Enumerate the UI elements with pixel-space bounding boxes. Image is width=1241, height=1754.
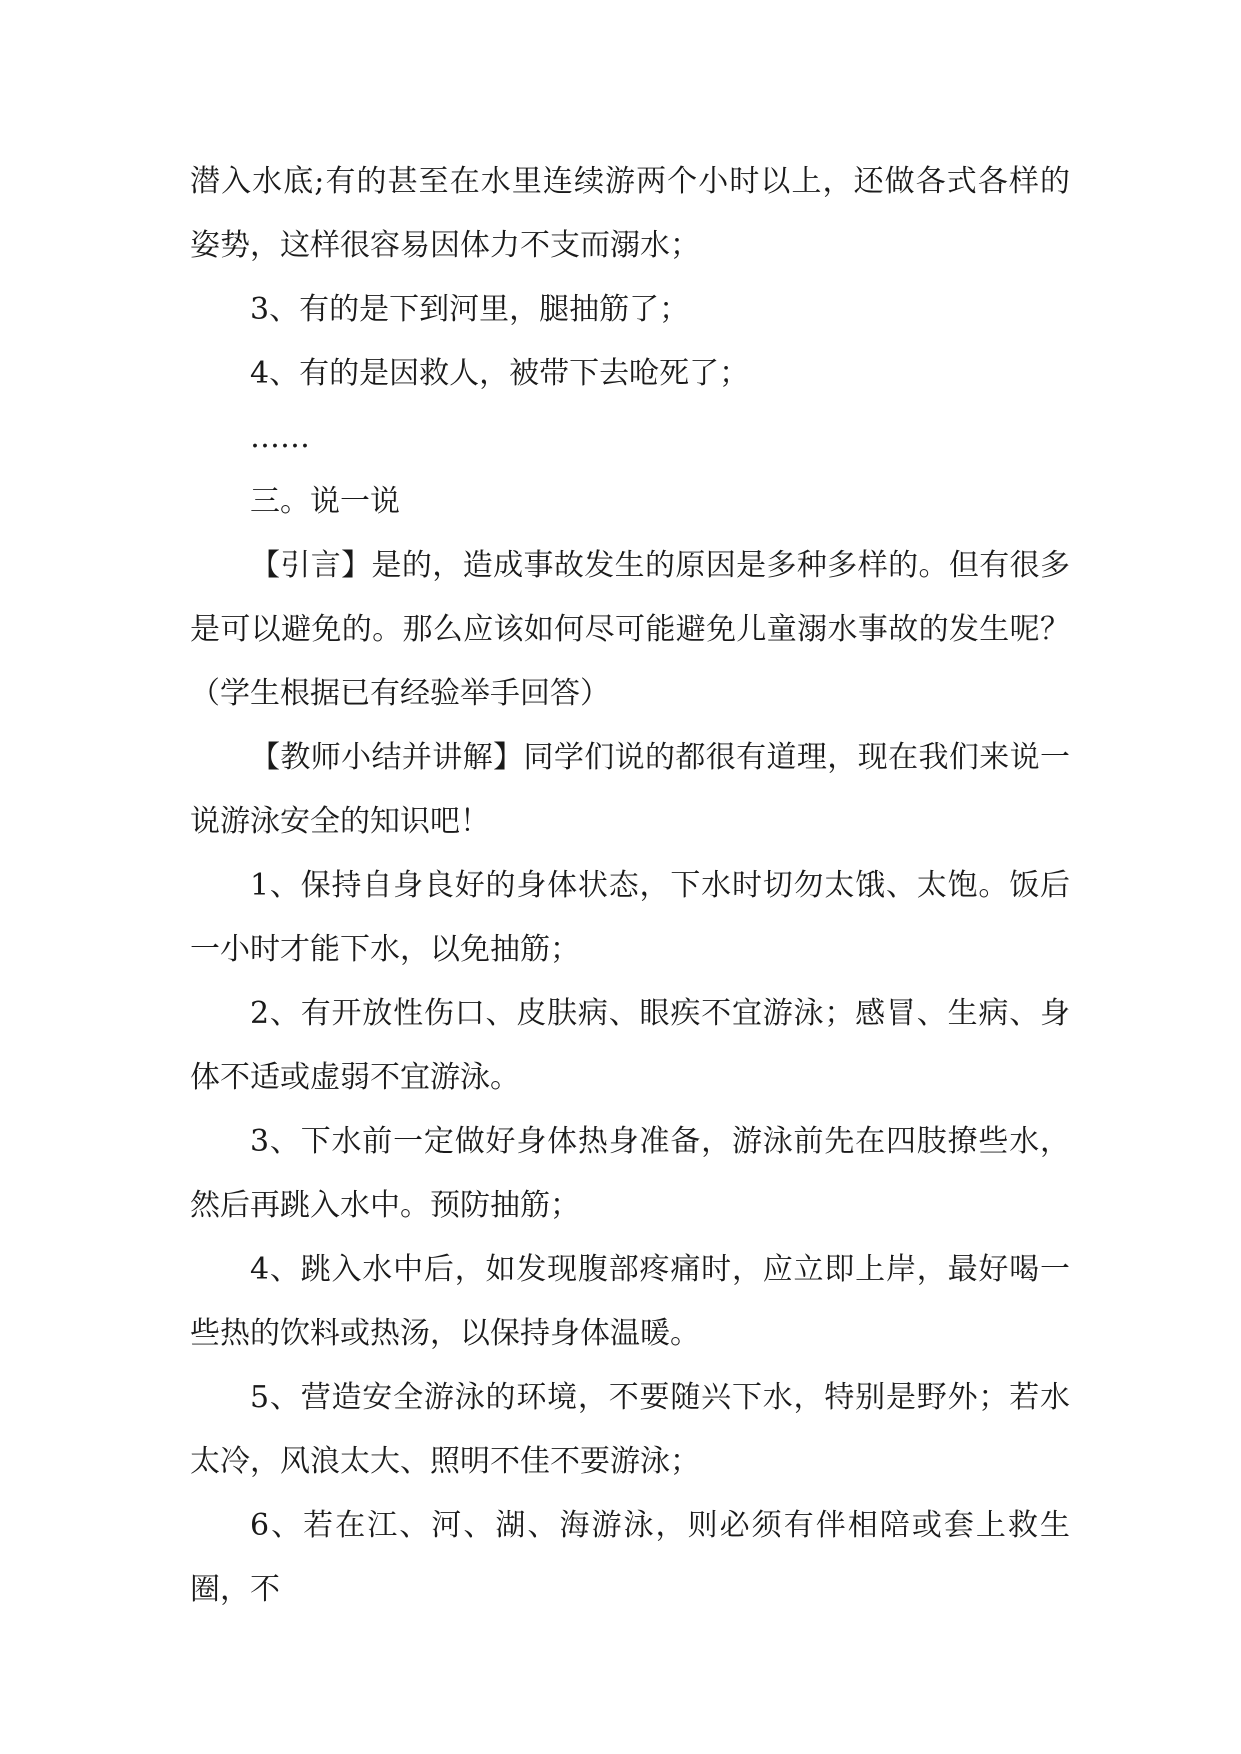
paragraph-tip-2: 2、有开放性伤口、皮肤病、眼疾不宜游泳；感冒、生病、身体不适或虚弱不宜游泳。 <box>190 996 1070 1095</box>
paragraph-cause-4: 4、有的是因救人，被带下去呛死了； <box>250 356 750 391</box>
paragraph-tip-5: 5、营造安全游泳的环境，不要随兴下水，特别是野外；若水太冷，风浪太大、照明不佳不要游泳； <box>190 1380 1070 1479</box>
paragraph-tip-1: 1、保持自身良好的身体状态，下水时切勿太饿、太饱。饭后一小时才能下水，以免抽筋； <box>190 868 1070 967</box>
paragraph-tip-3: 3、下水前一定做好身体热身准备，游泳前先在四肢撩些水，然后再跳入水中。预防抽筋； <box>190 1124 1070 1223</box>
paragraph-continuation: 潜入水底;有的甚至在水里连续游两个小时以上，还做各式各样的姿势，这样很容易因体力不支而溺水； <box>190 164 1070 263</box>
paragraph-tip-6: 6、若在江、河、湖、海游泳，则必须有伴相陪或套上救生圈，不 <box>190 1508 1070 1607</box>
paragraph-teacher-summary: 【教师小结并讲解】同学们说的都很有道理，现在我们来说一说游泳安全的知识吧！ <box>190 740 1070 839</box>
paragraph-ellipsis: …… <box>250 420 310 455</box>
document-body <box>190 150 1070 1622</box>
paragraph-tip-4: 4、跳入水中后，如发现腹部疼痛时，应立即上岸，最好喝一些热的饮料或热汤，以保持身体温暖。 <box>190 1252 1070 1351</box>
section-heading-3: 三。说一说 <box>250 484 400 519</box>
paragraph-introduction: 【引言】是的，造成事故发生的原因是多种多样的。但有很多是可以避免的。那么应该如何尽可能避免儿童溺水事故的发生呢？（学生根据已有经验举手回答） <box>190 548 1070 711</box>
paragraph-cause-3: 3、有的是下到河里，腿抽筋了； <box>250 292 690 327</box>
